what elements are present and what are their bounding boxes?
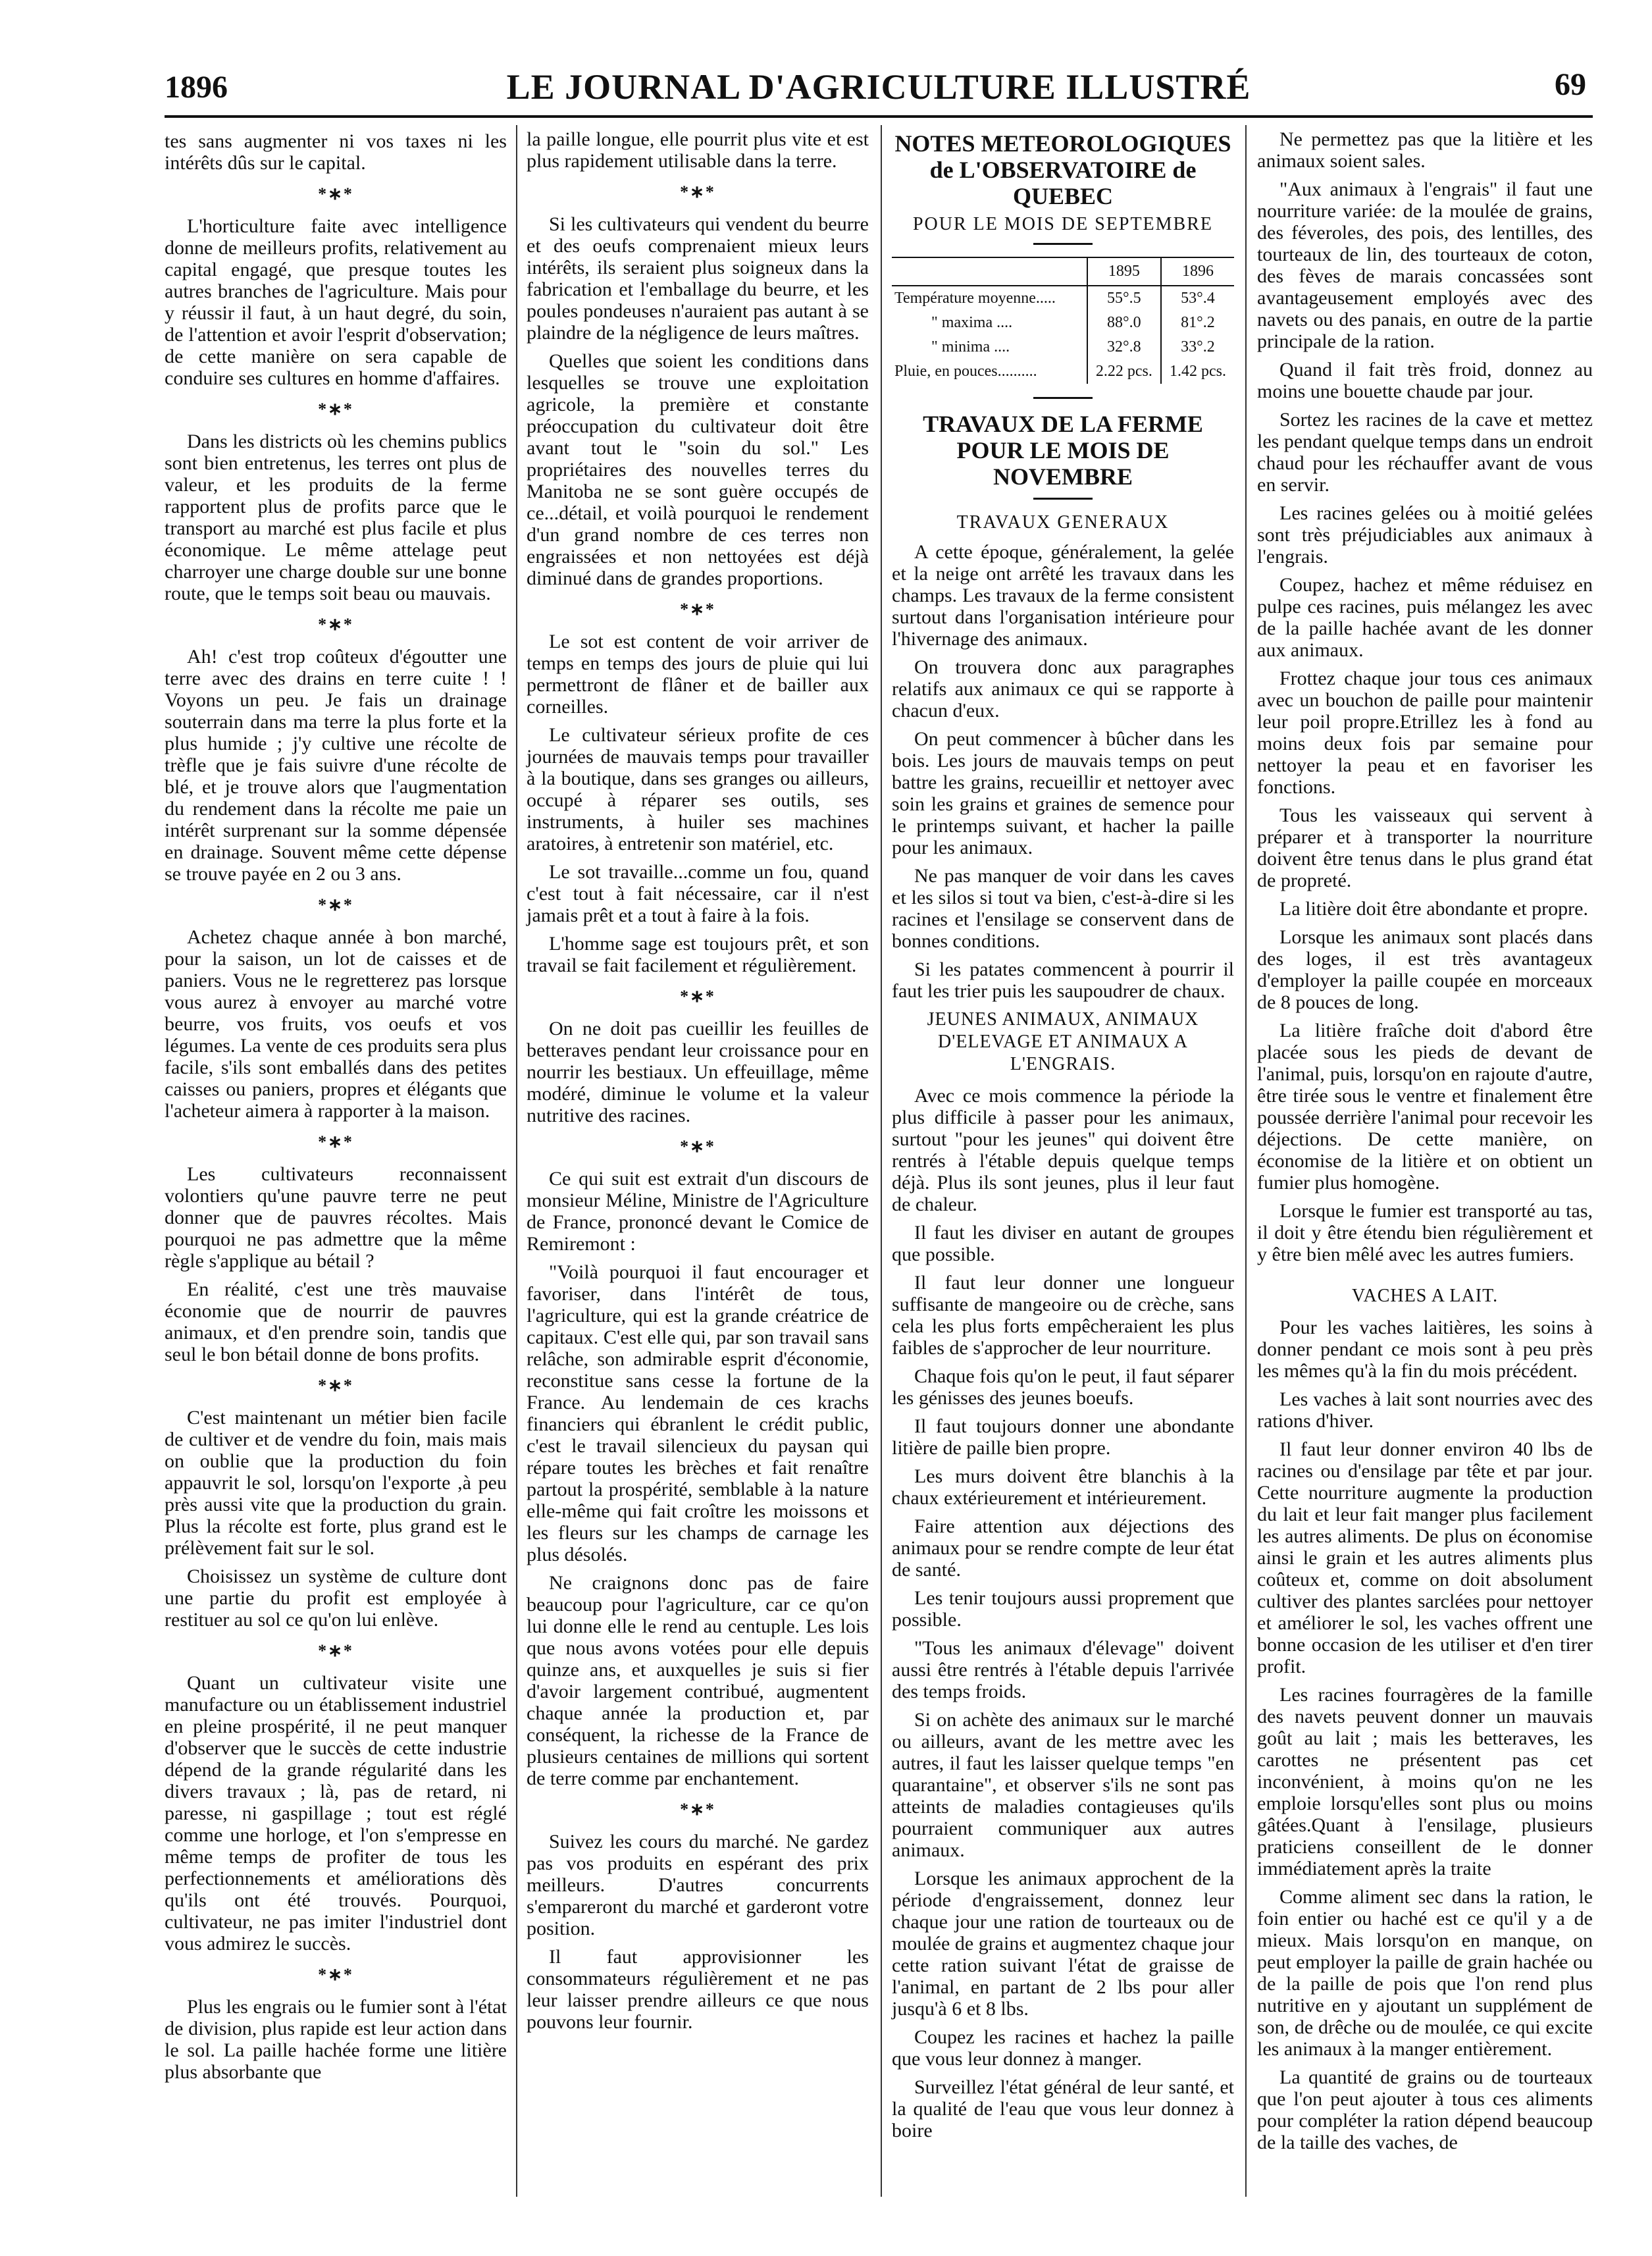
meteo-table [892,257,1234,384]
paragraph: Si les patates commencent à pourrir il faut les trier puis les saupoudrer de chaux. [892,958,1234,1002]
table-cell: Température moyenne..... [894,290,1056,307]
paragraph: En réalité, c'est une très mauvaise économie que de nourrir de pauvres animaux, et d'en prendre soin, tandis que seul le bon bétail donne de bons profits. [165,1278,507,1365]
travaux-title: TRAVAUX DE LA FERME POUR LE MOIS DE NOVEMBRE [923,411,1203,490]
asterism: *∗* [680,600,715,619]
paragraph: Comme aliment sec dans la ration, le foin entier ou haché est ce qu'il y a de mieux. Mais lorsqu'on en manque, on peut employer la paille de grain hachée ou de la paille de pois que l'on rend plus nutritive en y ajoutant un supplément de son, de drêche ou de moulée, ce qui excite les animaux à la manger entièrement. [1257,1886,1593,2060]
asterism: *∗* [318,615,353,634]
section-rule [1033,243,1093,245]
asterism: *∗* [318,1641,353,1660]
column-divider [881,125,882,2197]
table-row [892,359,1234,384]
paragraph: Avec ce mois commence la période la plus difficile à passer pour les animaux, surtout "pour les jeunes" qui doivent être rentrés à l'étable depuis quelque temps déjà. Plus ils sont jeunes, plus il leur faut de chaleur. [892,1085,1234,1215]
paragraph: Si on achète des animaux sur le marché ou ailleurs, avant de les mettre avec les autres, il faut les laisser quelque temps "en quarantaine", et observer s'ils ne sont pas atteints de maladies contagieuses qu'ils pourraient communiquer aux autres animaux. [892,1709,1234,1861]
paragraph: "Voilà pourquoi il faut encourager et favoriser, dans l'intérêt de tous, l'agriculture, qui est la grande créatrice de capitaux. C'est elle qui, par son travail sans relâche, son admirable esprit d'économie, reconstitue sans cesse la fortune de la France. Au lendemain de ces krachs financiers qui ébranlent le crédit public, c'est le travail silencieux du paysan qui répare toutes les brèches et fait renaître partout la prospérité, semblable à la nature elle-même qui fait croître les moissons et les fleurs sur les champs de carnage les plus désolés. [527,1261,869,1565]
paragraph: Si les cultivateurs qui vendent du beurre et des oeufs comprenaient mieux leurs intérêts, ils seraient plus soigneux dans la fabrication et l'emballage du beurre, et les poules pondeuses n'auraient pas autant à se plaindre de la négligence de leurs maîtres. [527,213,869,344]
asterism: *∗* [318,1965,353,1984]
paragraph: On peut commencer à bûcher dans les bois. Les jours de mauvais temps on peut battre les grains, recueillir et nettoyer avec soin les grains et graines de semence pour le printemps suivant, et hacher la paille pour les animaux. [892,728,1234,858]
paragraph: Les vaches à lait sont nourries avec des rations d'hiver. [1257,1388,1593,1432]
paragraph: Il faut les diviser en autant de groupes que possible. [892,1222,1234,1265]
paragraph: La litière doit être abondante et propre. [1279,898,1588,920]
paragraph: Ne permettez pas que la litière et les animaux soient sales. [1257,128,1593,172]
paragraph: Ne pas manquer de voir dans les caves et les silos si tout va bien, c'est-à-dire si les racines et l'ensilage se conservent dans de bonnes conditions. [892,865,1234,952]
paragraph: tes sans augmenter ni vos taxes ni les intérêts dûs sur le capital. [165,130,507,174]
paragraph: A cette époque, généralement, la gelée et la neige ont arrêté les travaux dans les champs. Les travaux de la ferme consistent surtout dans l'organisation intérieure pour l'hivernage des animaux. [892,541,1234,650]
asterism: *∗* [318,400,353,419]
table-row [892,335,1234,359]
header-title: LE JOURNAL D'AGRICULTURE ILLUSTRÉ [506,67,1251,107]
table-cell: 32°.8 [1087,335,1161,359]
paragraph: Quand il fait très froid, donnez au moins une bouette chaude par jour. [1257,359,1593,402]
paragraph: Surveillez l'état général de leur santé, et la qualité de l'eau que vous leur donnez à boire [892,2076,1234,2141]
paragraph: Tous les vaisseaux qui servent à préparer et à transporter la nourriture doivent être tenus dans le plus grand état de propreté. [1257,804,1593,891]
paragraph: L'homme sage est toujours prêt, et son travail se fait facilement et régulièrement. [527,933,869,976]
paragraph: La litière fraîche doit d'abord être placée sous les pieds de devant de l'animal, puis, lorsqu'on en rajoute d'autre, être tirée sous le ventre et finalement être poussée derrière l'animal pour recevoir les déjections. De cette manière, on économise de la litière et on obtient un fumier plus homogène. [1257,1020,1593,1194]
paragraph: Quelles que soient les conditions dans lesquelles se trouve une exploitation agricole, la première et constante préoccupation du cultivateur doit être avant tout le "soin du sol." Les propriétaires des nouvelles terres du Manitoba ne se sont guère occupés de ce...détail, et voilà pourquoi le rendement d'un grand nombre de ces terres non engraissées et non nettoyées est déjà diminué dans de grandes proportions. [527,350,869,589]
paragraph: Frottez chaque jour tous ces animaux avec un bouchon de paille pour maintenir leur poil propre.Etrillez les à fond au moins deux fois par semaine pour nettoyer la peau et en favoriser les fonctions. [1257,668,1593,798]
paragraph: Les racines gelées ou à moitié gelées sont très préjudiciables aux animaux à l'engrais. [1257,502,1593,567]
table-cell: 1.42 pcs. [1161,359,1234,384]
table-cell: 33°.2 [1161,335,1234,359]
paragraph: L'horticulture faite avec intelligence donne de meilleurs profits, relativement au capital engagé, que presque toutes les autres branches de l'agriculture. Mais pour y réussir il faut, à un haut degré, du soin, de l'attention et avoir l'esprit d'observation; de cette manière on sera capable de conduire ses cultures en homme d'affaires. [165,215,507,389]
meteo-notes-subtitle: POUR LE MOIS DE SEPTEMBRE [912,214,1214,234]
asterism: *∗* [318,1132,353,1151]
table-cell: 2.22 pcs. [1087,359,1161,384]
table-cell: " maxima .... [931,314,1013,331]
column-3 [892,130,1234,2148]
paragraph: Il faut toujours donner une abondante litière de paille bien propre. [892,1415,1234,1459]
asterism: *∗* [318,1376,353,1395]
column-1 [165,130,507,2089]
paragraph: Lorsque les animaux sont placés dans des loges, il est très avantageux d'employer la paille coupée en morceaux de 8 pouces de long. [1257,926,1593,1013]
meteo-notes-title: NOTES METEOROLOGIQUES de L'OBSERVATOIRE de QUEBEC [894,130,1231,209]
paragraph: Les cultivateurs reconnaissent volontiers qu'une pauvre terre ne peut donner que de pauvres récoltes. Mais pourquoi ne pas admettre que la même règle s'applique au bétail ? [165,1163,507,1272]
travaux-subtitle: TRAVAUX GENERAUX [956,512,1170,533]
paragraph: Quant un cultivateur visite une manufacture ou un établissement industriel en pleine prospérité, il ne peut manquer d'observer que le succès de cette industrie dépend de la grande régularité dans les divers travaux ; là, pas de retard, ni paresse, ni gaspillage ; tout est réglé comme une horloge, et l'on s'empresse en même temps de profiter de tous les perfectionnements et améliorations dès qu'ils ont été trouvés. Pourquoi, cultivateur, ne pas imiter l'industriel dont vous admirez le succès. [165,1672,507,1954]
paragraph: On ne doit pas cueillir les feuilles de betteraves pendant leur croissance pour en nourrir les bestiaux. Un effeuillage, même modéré, diminue le volume et la valeur nutritive des racines. [527,1018,869,1126]
paragraph: Suivez les cours du marché. Ne gardez pas vos produits en espérant des prix meilleurs. D'autres concurrents s'empareront du marché et garderont votre position. [527,1831,869,1939]
paragraph: Coupez les racines et hachez la paille que vous leur donnez à manger. [892,2026,1234,2070]
paragraph: La quantité de grains ou de tourteaux que l'on peut ajouter à tous ces aliments pour compléter la ration dépend beaucoup de la taille des vaches, de [1257,2066,1593,2153]
column-divider [516,125,517,2197]
asterism: *∗* [680,1137,715,1156]
paragraph: Ce qui suit est extrait d'un discours de monsieur Méline, Ministre de l'Agriculture de France, prononcé devant le Comice de Remiremont : [527,1168,869,1255]
paragraph: Ah! c'est trop coûteux d'égoutter une terre avec des drains en terre cuite ! ! Voyons un peu. Je fais un drainage souterrain dans ma terre la plus forte et la plus humide ; j'y cultive une récolte de trèfle que je fais suivre d'une récolte de blé, et je trouve alors que l'augmentation du rendement dans la récolte me paie un intérêt surprenant sur la somme dépensée en drainage. Souvent même cette dépense se trouve payée en 2 ou 3 ans. [165,646,507,885]
paragraph: Les murs doivent être blanchis à la chaux extérieurement et intérieurement. [892,1465,1234,1509]
page-number: 69 [1555,67,1586,102]
asterism: *∗* [318,184,353,203]
table-cell: Pluie, en pouces.......... [894,363,1037,380]
asterism: *∗* [318,895,353,914]
paragraph: Les racines fourragères de la famille des navets peuvent donner un mauvais goût au lait ; mais les betteraves, les carottes ne présentent pas cet inconvénient, à moins qu'on ne les emploie lorsqu'elles sont plus ou moins gâtées.Quant à l'ensilage, plusieurs praticiens conseillent de le donner immédiatement après la traite [1257,1684,1593,1879]
paragraph: Lorsque les animaux approchent de la période d'engraissement, donnez leur chaque jour une ration de tourteaux ou de moulée de grains et augmentez chaque jour cette ration suivant l'état de graisse de l'animal, en partant de 2 lbs pour aller jusqu'à 6 et 8 lbs. [892,1868,1234,2020]
paragraph: Le sot travaille...comme un fou, quand c'est tout à fait nécessaire, car il n'est jamais prêt et a tout à faire à la fois. [527,861,869,926]
table-cell: 55°.5 [1087,286,1161,311]
paragraph: Les tenir toujours aussi proprement que possible. [892,1587,1234,1631]
paragraph: On trouvera donc aux paragraphes relatifs aux animaux ce qui se rapporte à chacun d'eux. [892,656,1234,721]
paragraph: Sortez les racines de la cave et mettez les pendant quelque temps dans un endroit chaud pour les réchauffer avant de vous en servir. [1257,409,1593,496]
vaches-a-lait-title: VACHES A LAIT. [1351,1286,1499,1306]
paragraph: Choisissez un système de culture dont une partie du profit est employée à restituer au sol ce qu'on lui enlève. [165,1565,507,1631]
table-header-cell: 1896 [1161,257,1234,286]
section-rule [1033,498,1093,500]
paragraph: Il faut approvisionner les consommateurs régulièrement et ne pas leur laisser prendre ailleurs ce que nous pouvons leur fournir. [527,1946,869,2033]
table-cell: 81°.2 [1161,311,1234,335]
page-header [165,63,1593,118]
table-cell: " minima .... [931,338,1010,355]
table-cell: 88°.0 [1087,311,1161,335]
paragraph: Il faut leur donner une longueur suffisante de mangeoire ou de crèche, sans cela les plus forts empêcheraient les plus faibles de s'approcher de leur nourriture. [892,1272,1234,1359]
table-header-cell: 1895 [1087,257,1161,286]
section-rule [1033,397,1093,399]
table-row [892,311,1234,335]
paragraph: Plus les engrais ou le fumier sont à l'état de division, plus rapide est leur action dans le sol. La paille hachée forme une litière plus absorbante que [165,1996,507,2083]
paragraph: Pour les vaches laitières, les soins à donner pendant ce mois sont à peu près les mêmes qu'à la fin du mois précédent. [1257,1317,1593,1382]
jeunes-animaux-title: JEUNES ANIMAUX, ANIMAUX D'ELEVAGE ET ANIMAUX A L'ENGRAIS. [927,1009,1199,1074]
paragraph: Ne craignons donc pas de faire beaucoup pour l'agriculture, car ce qu'on lui donne elle le rend au centuple. Les lois que nous avons votées pour elle depuis quinze ans, et auxquelles je suis si fier d'avoir largement contribué, augmentent chaque année la production et, par conséquent, la richesse de la France de plusieurs centaines de millions qui sortent de terre comme par enchantement. [527,1572,869,1789]
paragraph: Dans les districts où les chemins publics sont bien entretenus, les terres ont plus de valeur, et les produits de la ferme rapportent plus de profits parce que le transport au marché est plus facile et plus économique. Le même attelage peut charroyer une charge double sur une bonne route, que le temps soit beau ou mauvais. [165,431,507,604]
paragraph: "Aux animaux à l'engrais" il faut une nourriture variée: de la moulée de grains, des féveroles, des pois, des lentilles, des tourteaux de lin, des tourteaux de coton, des fèves de marais concassées sont avantageusement employés avec des navets ou des panais, en outre de la partie principale de la ration. [1257,178,1593,352]
column-2 [527,128,869,2039]
asterism: *∗* [680,1800,715,1819]
paragraph: C'est maintenant un métier bien facile de cultiver et de vendre du foin, mais mais on oublie que la production du foin appauvrit le sol, lorsqu'on l'exporte ,à peu près aussi vite que la production du grain. Plus la récolte est forte, plus grand est le prélèvement fait sur le sol. [165,1407,507,1559]
table-row [892,286,1234,311]
column-divider [1245,125,1247,2197]
asterism: *∗* [680,182,715,201]
paragraph: "Tous les animaux d'élevage" doivent aussi être rentrés à l'étable depuis l'arrivée des temps froids. [892,1637,1234,1702]
paragraph: Le sot est content de voir arriver de temps en temps des jours de pluie qui lui permettront de flâner et de bailler aux corneilles. [527,631,869,718]
paragraph: Achetez chaque année à bon marché, pour la saison, un lot de caisses et de paniers. Vous ne le regretterez pas lorsque vous aurez à envoyer au marché votre beurre, vos fruits, vos oeufs et vos légumes. La vente de ces produits sera plus facile, s'ils sont emballés dans des petites caisses ou paniers, propres et élégants que l'acheteur aimera à rapporter à la maison. [165,926,507,1122]
paragraph: Il faut leur donner environ 40 lbs de racines ou d'ensilage par tête et par jour. Cette nourriture augmente la production du lait et leur fait manger plus facilement les autres aliments. De plus on économise ainsi le grain et les autres aliments plus coûteux et, comme on doit absolument cultiver des plantes sarclées pour nettoyer et améliorer le sol, les vaches offrent une bonne occasion de les utiliser et d'en tirer profit. [1257,1438,1593,1677]
table-header-cell [892,257,1087,286]
paragraph: Lorsque le fumier est transporté au tas, il doit y être étendu bien régulièrement et y être bien mêlé avec les autres fumiers. [1257,1200,1593,1265]
paragraph: la paille longue, elle pourrit plus vite et est plus rapidement utilisable dans la terre. [527,128,869,172]
paragraph: Faire attention aux déjections des animaux pour se rendre compte de leur état de santé. [892,1515,1234,1581]
paragraph: Coupez, hachez et même réduisez en pulpe ces racines, puis mélangez les avec de la paille hachée avant de les donner aux animaux. [1257,574,1593,661]
table-cell: 53°.4 [1161,286,1234,311]
header-year: 1896 [165,70,228,105]
table-header-row [892,257,1234,286]
column-4 [1257,128,1593,2160]
asterism: *∗* [680,987,715,1006]
paragraph: Le cultivateur sérieux profite de ces journées de mauvais temps pour travailler à la boutique, dans ses granges ou ailleurs, occupé à réparer ses outils, ses instruments, à huiler ses machines aratoires, à entretenir son matériel, etc. [527,724,869,854]
paragraph: Chaque fois qu'on le peut, il faut séparer les génisses des jeunes boeufs. [892,1365,1234,1409]
